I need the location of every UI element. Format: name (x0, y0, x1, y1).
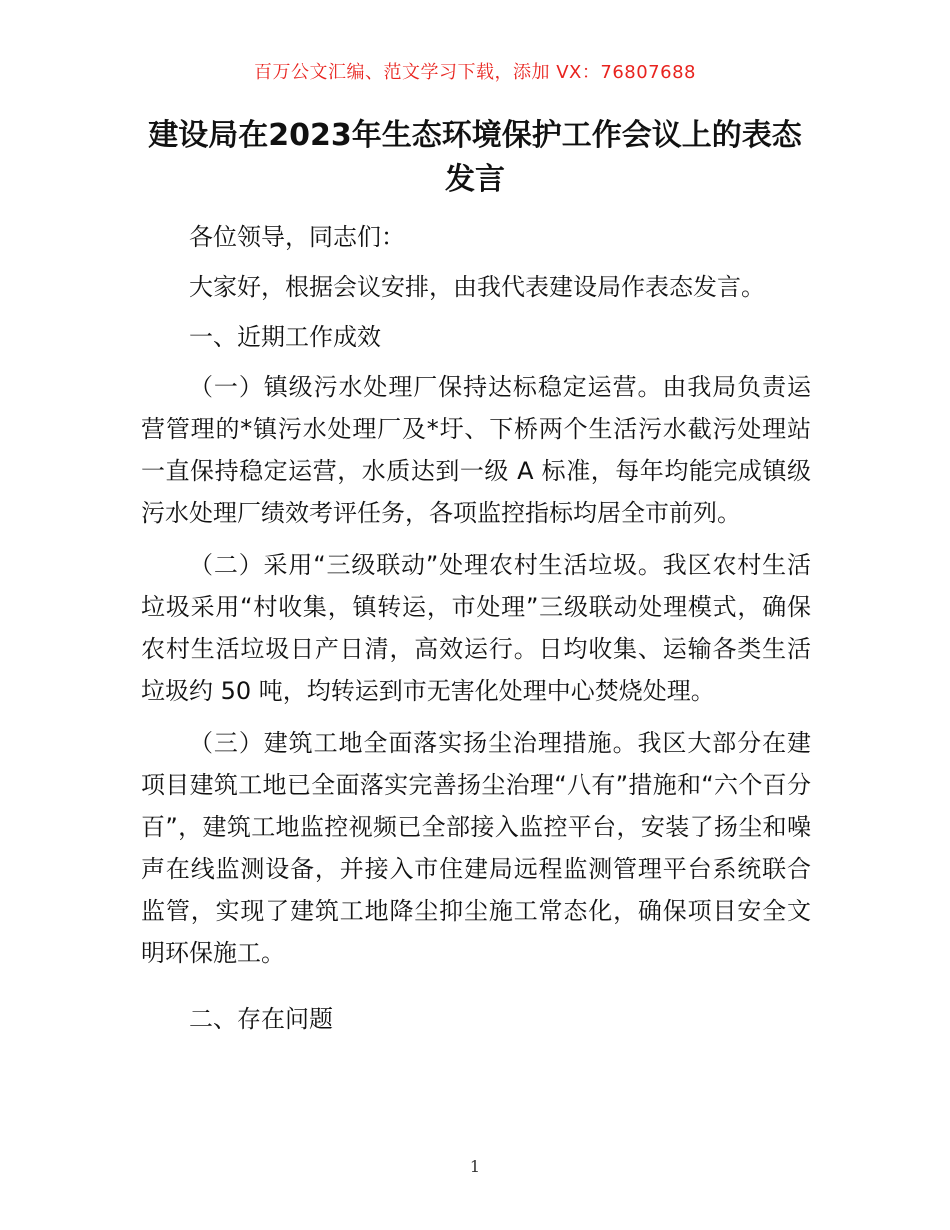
paragraph-item-1: （一）镇级污水处理厂保持达标稳定运营。由我局负责运营管理的*镇污水处理厂及*圩、下桥两个生活污水截污处理站一直保持稳定运营，水质达到一级 A 标准，每年均能完成镇级污水处理厂绩效考评任务，各项监控指标均居全市前列。 (141, 373, 811, 527)
document-title: 建设局在2023年生态环境保护工作会议上的表态发言 (148, 118, 802, 197)
section-heading-problems: 二、存在问题 (189, 1005, 333, 1033)
paragraph-item-2: （二）采用“三级联动”处理农村生活垃圾。我区农村生活垃圾采用“村收集，镇转运，市处理”三级联动处理模式，确保农村生活垃圾日产日清，高效运行。日均收集、运输各类生活垃圾约 50 吨，均转运到市无害化处理中心焚烧处理。 (141, 551, 811, 705)
document-body (141, 216, 811, 1040)
header-note: 百万公文汇编、范文学习下载，添加 VX：76807688 (254, 62, 696, 83)
page-number: 1 (469, 1157, 481, 1176)
paragraph-item-3: （三）建筑工地全面落实扬尘治理措施。我区大部分在建项目建筑工地已全面落实完善扬尘治理“八有”措施和“六个百分百”，建筑工地监控视频已全部接入监控平台，安装了扬尘和噪声在线监测设备，并接入市住建局远程监测管理平台系统联合监管，实现了建筑工地降尘抑尘施工常态化，确保项目安全文明环保施工。 (141, 729, 811, 967)
paragraph-salutation: 各位领导，同志们： (189, 223, 405, 251)
section-heading-achievements: 一、近期工作成效 (189, 323, 381, 351)
paragraph-greeting: 大家好，根据会议安排，由我代表建设局作表态发言。 (189, 273, 765, 301)
